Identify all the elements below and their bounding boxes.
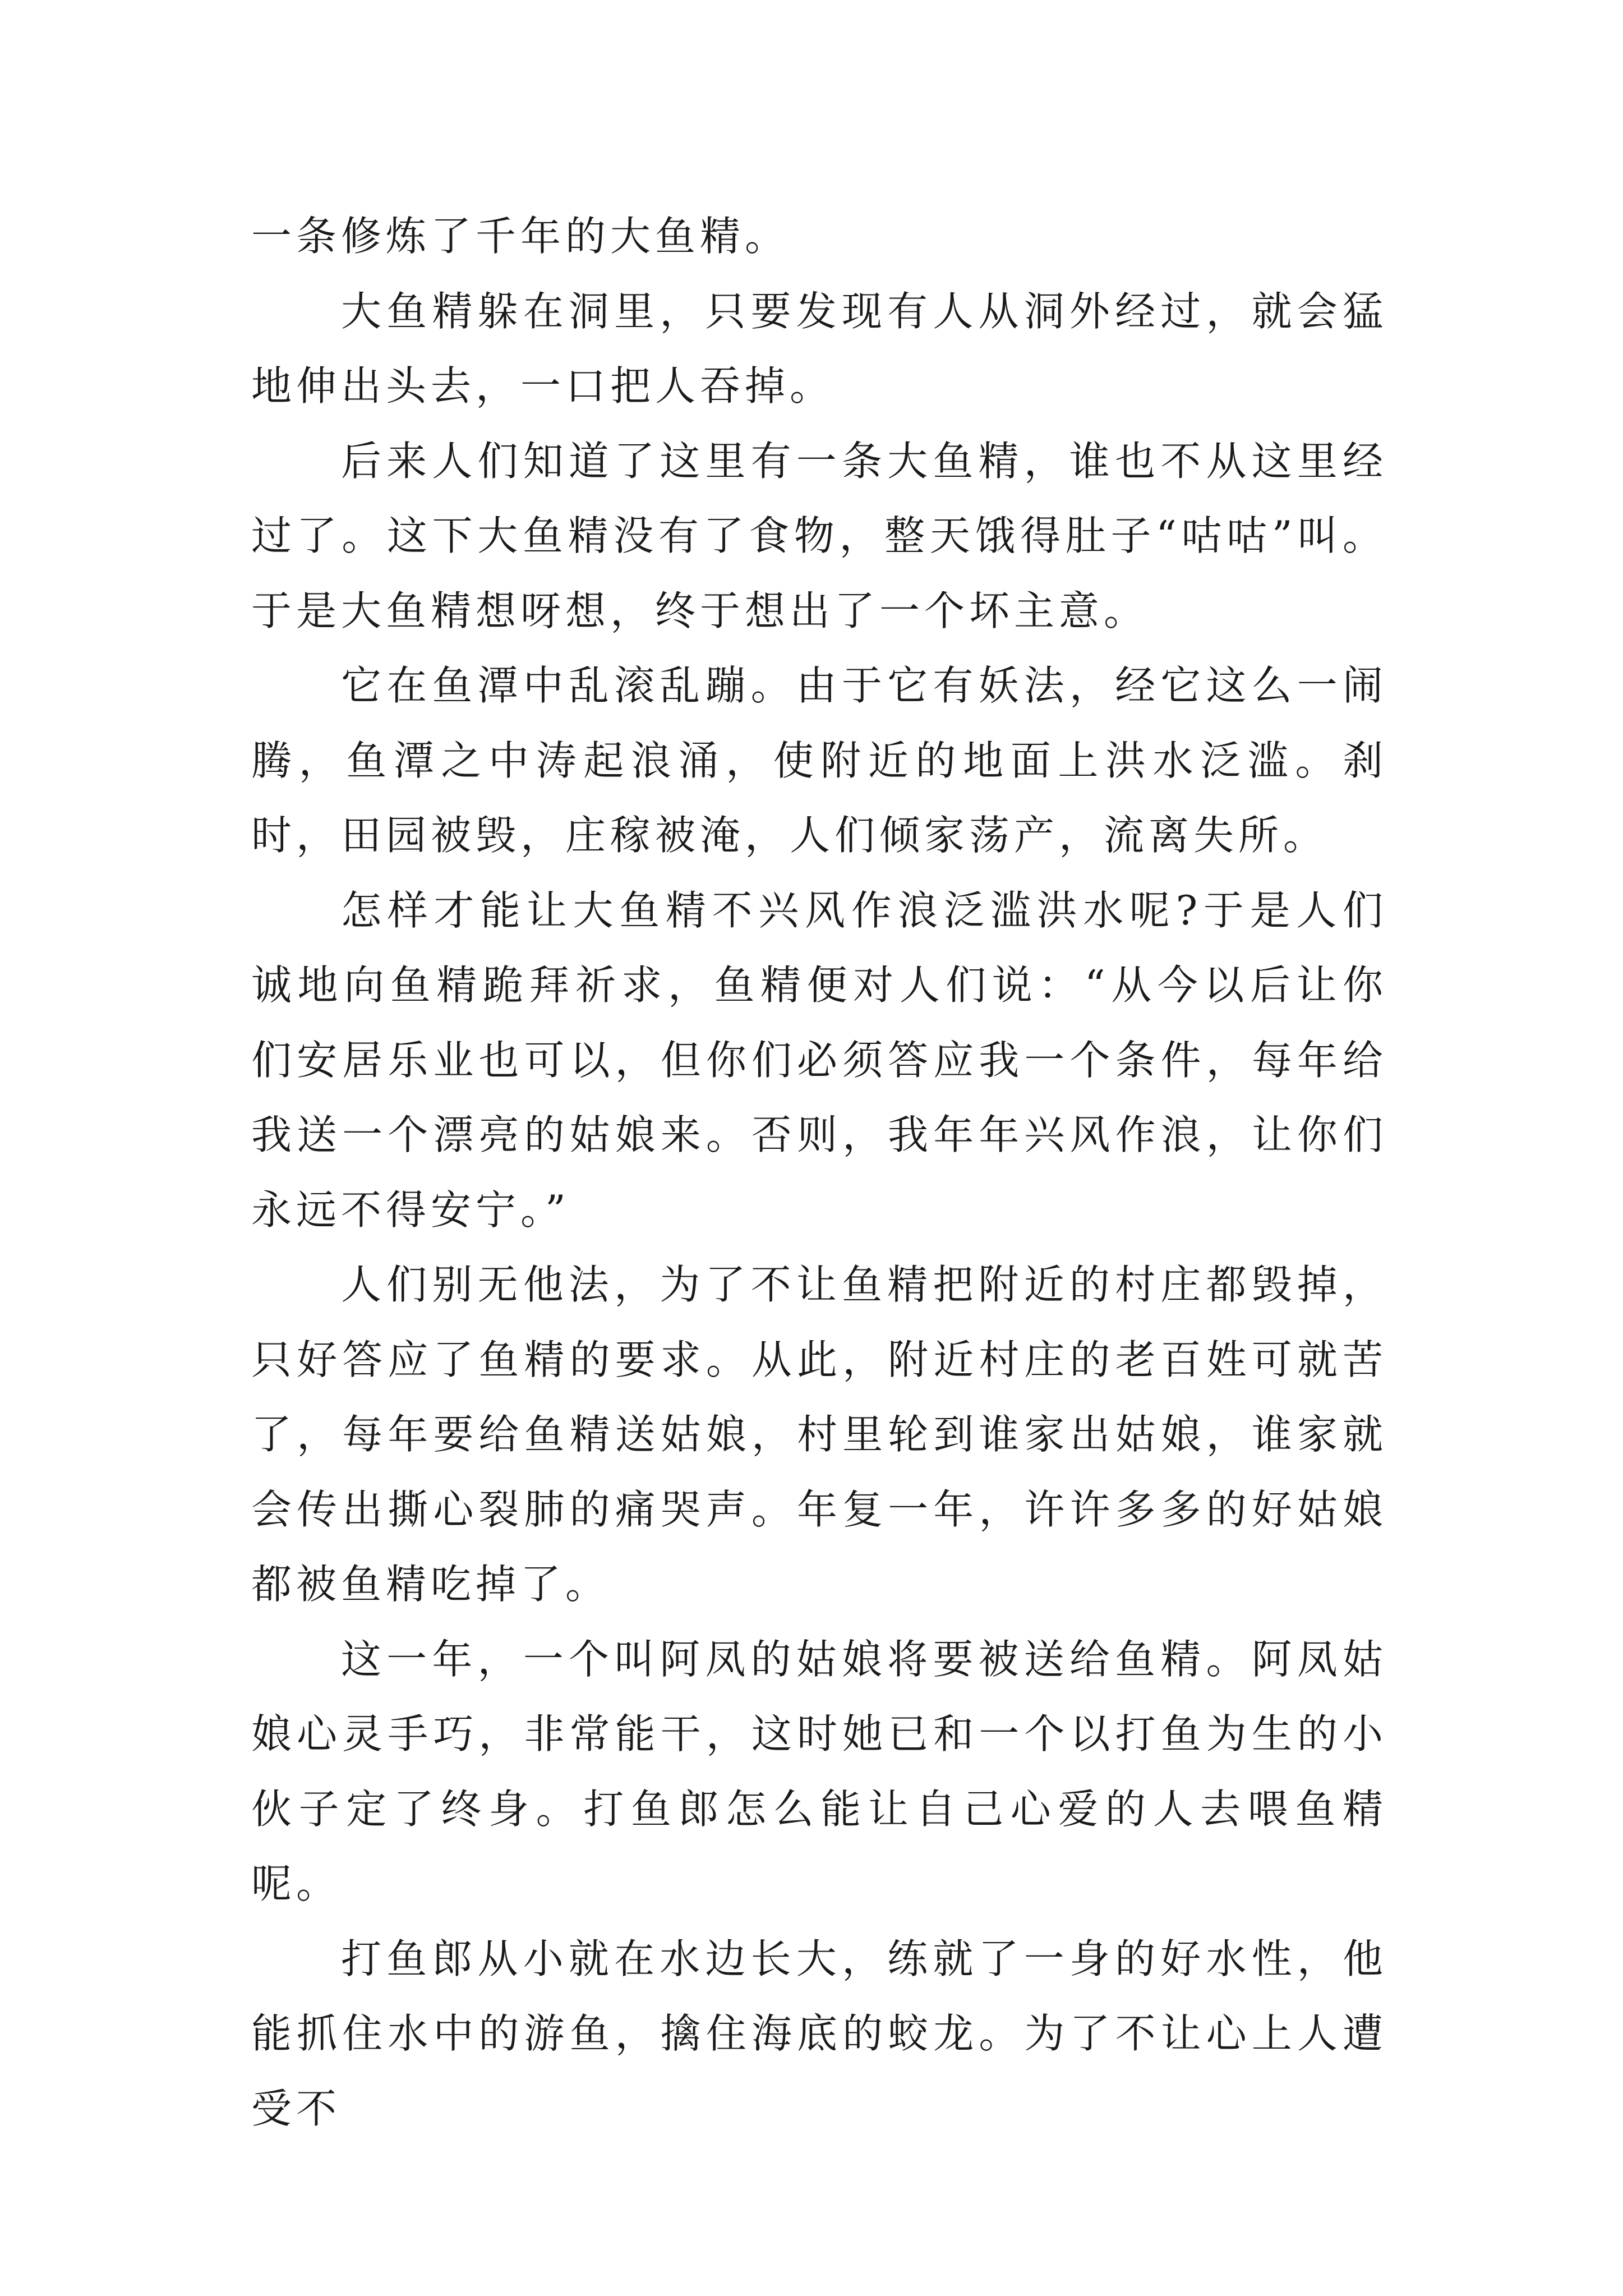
paragraph: 打鱼郎从小就在水边长大，练就了一身的好水性，他能抓住水中的游鱼，擒住海底的蛟龙。为了不让心上人遭受不: [251, 1935, 1387, 2132]
paragraph: 它在鱼潭中乱滚乱蹦。由于它有妖法，经它这么一闹腾，鱼潭之中涛起浪涌，使附近的地面上洪水泛滥。刹时，田园被毁，庄稼被淹，人们倾家荡产，流离失所。: [251, 662, 1387, 859]
paragraph: 大鱼精躲在洞里，只要发现有人从洞外经过，就会猛地伸出头去，一口把人吞掉。: [251, 287, 1387, 409]
story-text: [251, 199, 1387, 2146]
paragraph: 这一年，一个叫阿凤的姑娘将要被送给鱼精。阿凤姑娘心灵手巧，非常能干，这时她已和一个以打鱼为生的小伙子定了终身。打鱼郎怎么能让自己心爱的人去喂鱼精呢。: [251, 1635, 1387, 1907]
paragraph: 人们别无他法，为了不让鱼精把附近的村庄都毁掉，只好答应了鱼精的要求。从此，附近村庄的老百姓可就苦了，每年要给鱼精送姑娘，村里轮到谁家出姑娘，谁家就会传出撕心裂肺的痛哭声。年复一年，许许多多的好姑娘都被鱼精吃掉了。: [251, 1261, 1387, 1608]
paragraph: 怎样才能让大鱼精不兴风作浪泛滥洪水呢?于是人们诚地向鱼精跪拜祈求，鱼精便对人们说：“从今以后让你们安居乐业也可以，但你们必须答应我一个条件，每年给我送一个漂亮的姑娘来。否则，我年年兴风作浪，让你们永远不得安宁。”: [251, 886, 1387, 1234]
paragraph: 后来人们知道了这里有一条大鱼精，谁也不从这里经过了。这下大鱼精没有了食物，整天饿得肚子“咕咕”叫。于是大鱼精想呀想，终于想出了一个坏主意。: [251, 437, 1387, 634]
paragraph-continued: 一条修炼了千年的大鱼精。: [251, 213, 790, 260]
